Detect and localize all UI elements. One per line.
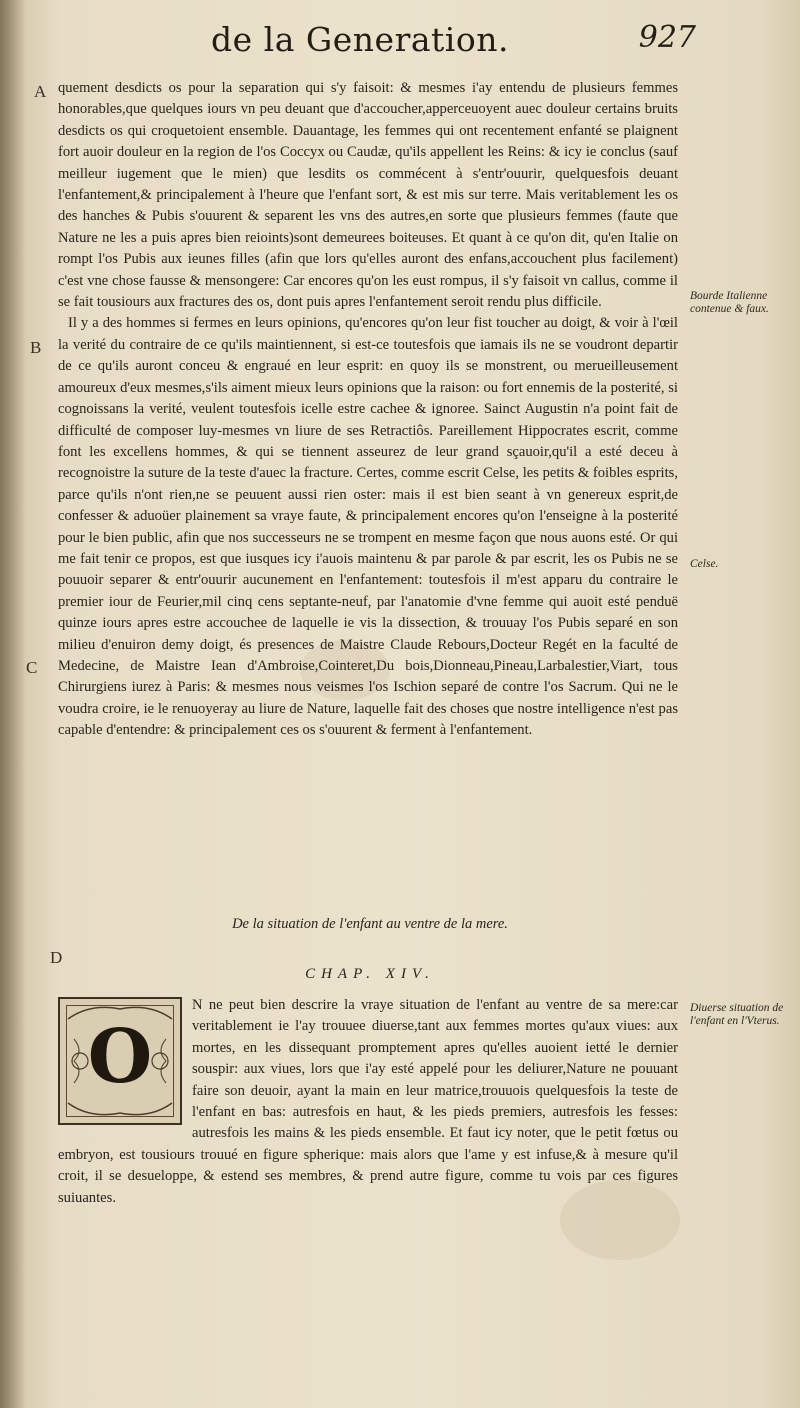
running-title: de la Generation.	[211, 20, 509, 59]
drop-cap-letter: O	[87, 1014, 153, 1100]
margin-marker-b: B	[30, 338, 42, 357]
margin-note-celse: Celse.	[690, 558, 719, 570]
running-head	[0, 16, 800, 66]
margin-marker-a: A	[34, 82, 47, 101]
margin-note-bourde: Bourde Italienne contenue & faux.	[690, 290, 769, 315]
chapter-text-block	[58, 995, 678, 1209]
section-heading: De la situation de l'enfant au ventre de la mere.	[232, 916, 508, 932]
margin-marker-d: D	[50, 948, 63, 967]
margin-marker-c: C	[26, 658, 38, 677]
chapter-heading: CHAP. XIV.	[305, 966, 435, 982]
margin-note-situation: Diuerse situation de l'enfant en l'Vterus.	[690, 1002, 784, 1027]
spine-shadow	[0, 0, 26, 1408]
ornamental-drop-cap	[58, 997, 182, 1125]
paragraph-1: quement desdicts os pour la separation qui s'y faisoit: & mesmes i'ay entendu de plusieurs femmes honorables,que quelques iours vn peu deuant que d'accoucher,apperceuoyent auec douleur certains bruits desdicts os qui croquetoient ensemble. Dauantage, les femmes qui ont recentement enfanté se plaignent fort auoir douleur en la region de l'os Coccyx ou Caudæ, qu'ils appellent les Reins: & icy ie conclus (sauf meilleur iugement que le mien) que lesdits os commécent à s'entr'ouurir, quelquesfois deuant l'enfantement,& principalement à l'heure que l'enfant sort, & est mis sur terre. Mais veritablement les os des hanches & Pubis s'ouurent & separent les vns des autres,en sorte que plusieurs femmes (faute que Nature ne les a puis apres bien reioints)sont demeurees boiteuses. Et quant à ce qu'on dit, qu'en Italie on rompt l'os Pubis aux ieunes filles (afin que lors qu'elles auront des enfans,accouchent plus facilement) c'est vne chose fausse & mensongere: Car encores qu'on les eust rompus, il s'y faisoit vn callus, comme il se fait tousiours aux fractures des os, dont puis apres l'enfantement seroit rendu plus difficile.	[58, 80, 678, 311]
paragraph-2: Il y a des hommes si fermes en leurs opinions, qu'encores qu'on leur fist toucher au doigt, & voir à l'œil la verité du contraire de ce qu'ils maintiennent, si est-ce toutesfois que iamais ils ne se voudront departir de ce qu'ils auront conceu & engraué en leur esprit: en quoy ils se monstrent, ou merueilleusement amoureux d'eux mesmes,s'ils aiment mieux leurs opinions que la raison: ou fort ennemis de la posterité, si cognoissans la verité, veulent toutesfois icelle estre cachee & ignoree. Sainct Augustin n'a point fait de difficulté de composer luy-mesmes vn liure de ses Retractiôs. Pareillement Hippocrates escrit, comme font les excellens hommes, & qui se tiennent asseurez de leur grand sçauoir,qu'il a esté deceu à recognoistre la suture de la teste d'auec la fracture. Certes, comme escrit Celse, les petits & foibles esprits, parce qu'ils n'ont rien,ne se peuuent aussi rien oster: mais il est bien seant à vn genereux esprit,de confesser & aduoüer plainement sa vraye faute, & principalement encores qu'on l'enseigne à la posterité pour le bien public, afin que nos successeurs ne se trompent en mesme façon que nous auons esté. Or qui me fait tenir ce propos, est que iusques icy i'auois maintenu & par parole & par escrit, les os Pubis ne se pouuoir separer & entr'ouurir aucunement en l'enfantement: toutesfois il m'est apparu du contraire le premier iour de Feurier,mil cinq cens septante-neuf, par l'anatomie d'vne femme qui auoit esté penduë quinze iours apres estre accouchee de laquelle ie vis la dissection, & trouuay l'os Pubis separé en son milieu d'enuiron demy doigt, és presences de Maistre Claude Rebours,Docteur Regét en la faculté de Medecine, de Maistre Iean d'Ambroise,Cointeret,Du bois,Dionneau,Pineau,Larbalestier,Viart, tous Chirurgiens iurez à Paris: & mesmes nous veismes l'os Ischion separé de contre l'os Sacrum. Qui ne le voudra croire, ie le renuoyeray au liure de Nature, laquelle fait des choses que nostre intelligence n'est pas capable d'entendre: & principalement ces os s'ouurent & ferment à l'enfantement.	[58, 315, 678, 739]
page-number: 927	[638, 20, 696, 55]
chapter-paragraph: N ne peut bien descrire la vraye situation de l'enfant au ventre de sa mere:car veritablement ie l'ay trouuee diuerse,tant aux femmes mortes qu'aux viues: aux mortes, en les dissequant promptement apres qu'elles auoient ietté le dernier souspir: aux viues, lors que i'ay esté appelé pour les deliurer,Nature ne pouuant faire son deuoir, ayant la main en leur matrice,trouuois quelquesfois la teste de l'enfant en bas: autresfois en haut, & les pieds premiers, autresfois les fesses: autresfois les mains & les pieds ensemble. Et faut icy noter, que le petit fœtus ou embryon, est tousiours trouué en figure spherique: mais alors que l'ame y est infuse,& à mesure qu'il croit, il se desueloppe, & estend ses membres, & prend autre figure, comme tu vois par ces figures suiuantes.	[58, 997, 678, 1206]
body-text	[58, 78, 678, 742]
